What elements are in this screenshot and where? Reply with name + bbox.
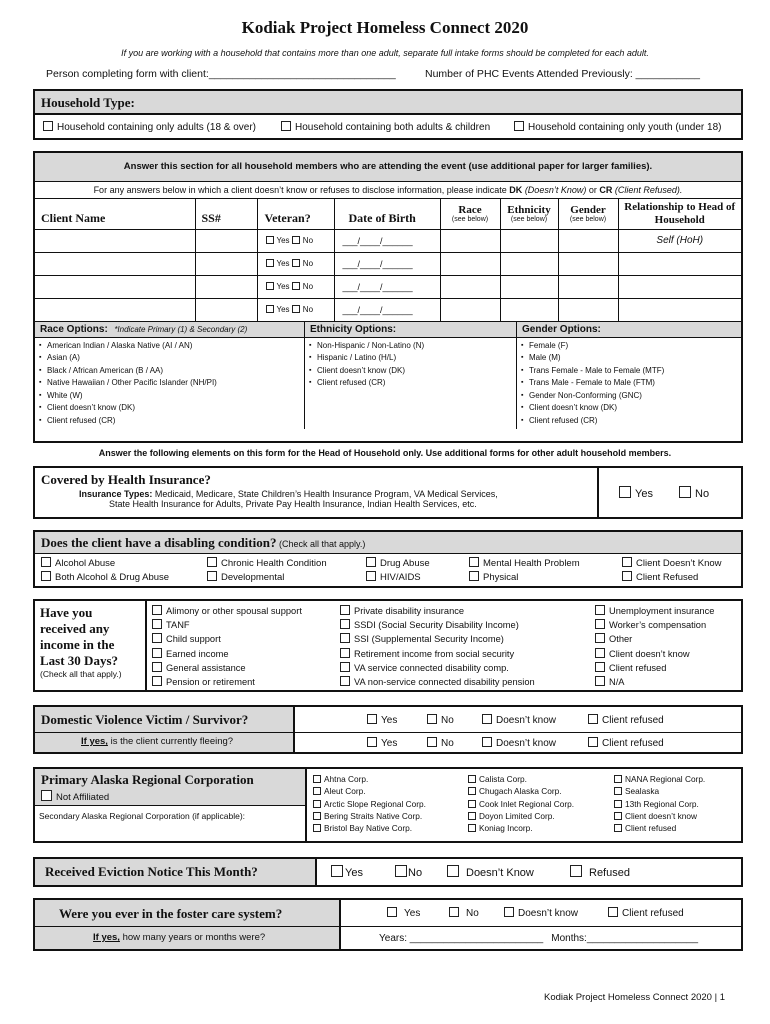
checkbox[interactable] <box>622 557 632 567</box>
disabling-section <box>33 530 743 588</box>
foster-months-field[interactable]: Months:____________________ <box>551 932 699 944</box>
income-option[interactable]: Child support <box>152 632 330 646</box>
veteran-options: Yes No <box>257 229 334 252</box>
checkbox[interactable] <box>595 605 605 615</box>
checkbox[interactable] <box>447 865 459 877</box>
checkbox[interactable] <box>595 648 605 658</box>
income-option[interactable]: SSDI (Social Security Disability Income) <box>340 618 585 632</box>
client-name-input[interactable] <box>35 252 195 275</box>
corporation-option[interactable]: Calista Corp. <box>468 773 602 785</box>
foster-option[interactable]: No <box>449 907 504 919</box>
household-adults-children[interactable]: Household containing both adults & children <box>281 121 514 133</box>
checkbox[interactable] <box>152 619 162 629</box>
checkbox[interactable] <box>679 486 691 498</box>
dob-input[interactable]: ___/____/______ <box>334 275 440 298</box>
disabling-option[interactable]: Both Alcohol & Drug Abuse <box>41 571 207 585</box>
page-title: Kodiak Project Homeless Connect 2020 <box>241 18 529 37</box>
checkbox[interactable] <box>41 790 52 801</box>
checkbox[interactable] <box>614 812 622 820</box>
corporation-option[interactable]: Ahtna Corp. <box>313 773 456 785</box>
disabling-option[interactable]: Chronic Health Condition <box>207 557 366 571</box>
disabling-option[interactable]: Developmental <box>207 571 366 585</box>
ethnicity-input[interactable] <box>500 229 558 252</box>
checkbox[interactable] <box>152 662 162 672</box>
corporation-option[interactable]: Koniag Incorp. <box>468 822 602 834</box>
foster-option[interactable]: Yes <box>387 907 449 919</box>
checkbox[interactable] <box>340 633 350 643</box>
checkbox[interactable] <box>266 236 274 244</box>
checkbox[interactable] <box>266 282 274 290</box>
col-client-name: Client Name <box>35 199 195 229</box>
relationship-input[interactable] <box>618 298 741 321</box>
checkbox[interactable] <box>614 800 622 808</box>
checkbox[interactable] <box>504 907 514 917</box>
fleeing-option[interactable]: Doesn’t know <box>482 737 588 749</box>
col-ssn: SS# <box>195 199 257 229</box>
checkbox[interactable] <box>387 907 397 917</box>
dob-input[interactable]: ___/____/______ <box>334 229 440 252</box>
gender-options: Gender Options: ▪ Female (F) ▪ Male (M) ▪ Trans Female - Male to Female (MTF) ▪ Trans Male - Female to Male (FTM) ▪ Gender Non-Conforming (GNC) ▪ Client doesn’t know (DK) ▪ Client refused (CR) <box>517 322 741 429</box>
disabling-option[interactable]: Physical <box>469 571 622 585</box>
veteran-options: Yes No <box>257 252 334 275</box>
foster-option[interactable]: Client refused <box>608 907 684 919</box>
income-option[interactable]: VA service connected disability comp. <box>340 661 585 675</box>
corporation-option[interactable]: Arctic Slope Regional Corp. <box>313 798 456 810</box>
hoh-instruction: Answer the following elements on this form for the Head of Household only. Use additional forms for other adult household members. <box>98 448 672 458</box>
ethnicity-options: Ethnicity Options: ▪ Non-Hispanic / Non-Latino (N) ▪ Hispanic / Latino (H/L) ▪ Client doesn’t know (DK) ▪ Client refused (CR) <box>305 322 517 429</box>
members-header-row <box>35 199 741 229</box>
dv-fleeing-question: If yes, is the client currently fleeing? <box>35 733 295 752</box>
ethnicity-input[interactable] <box>500 275 558 298</box>
gender-option: ▪ Client refused (CR) <box>521 415 737 428</box>
foster-heading: Were you ever in the foster care system? <box>35 900 341 926</box>
checkbox[interactable] <box>619 486 631 498</box>
income-col-2 <box>335 601 590 690</box>
eviction-heading: Received Eviction Notice This Month? <box>35 859 317 885</box>
household-youth-only[interactable]: Household containing only youth (under 18) <box>514 121 721 133</box>
corporation-col-3 <box>608 769 741 841</box>
checkbox[interactable] <box>468 800 476 808</box>
ethnicity-option: ▪ Client refused (CR) <box>309 377 512 390</box>
household-adults-only[interactable]: Household containing only adults (18 & over) <box>43 121 281 133</box>
disabling-option[interactable]: Client Doesn’t Know <box>622 557 722 571</box>
person-completing-field[interactable]: Person completing form with client:________________________________ <box>46 68 396 80</box>
race-input[interactable] <box>440 275 500 298</box>
race-input[interactable] <box>440 298 500 321</box>
checkbox[interactable] <box>595 633 605 643</box>
corporation-option[interactable]: NANA Regional Corp. <box>614 773 735 785</box>
not-affiliated-option[interactable]: Not Affiliated <box>41 790 299 803</box>
fleeing-option[interactable]: Yes <box>367 737 427 749</box>
dv-section <box>33 705 743 754</box>
gender-input[interactable] <box>558 252 618 275</box>
ethnicity-option: ▪ Client doesn’t know (DK) <box>309 365 512 378</box>
col-relationship: Relationship to Head of Household <box>618 199 741 229</box>
income-option[interactable]: Client refused <box>595 661 736 675</box>
checkbox[interactable] <box>313 787 321 795</box>
corporation-option[interactable]: Doyon Limited Corp. <box>468 810 602 822</box>
checkbox[interactable] <box>266 305 274 313</box>
gender-input[interactable] <box>558 298 618 321</box>
ssn-input[interactable] <box>195 252 257 275</box>
checkbox[interactable] <box>468 775 476 783</box>
income-col-3 <box>590 601 741 690</box>
corporation-option[interactable]: 13th Regional Corp. <box>614 798 735 810</box>
checkbox[interactable] <box>340 648 350 658</box>
corporation-question <box>35 769 307 841</box>
events-attended-field[interactable]: Number of PHC Events Attended Previously: ___________ <box>425 68 700 80</box>
checkbox[interactable] <box>588 737 598 747</box>
corporation-option[interactable]: Sealaska <box>614 785 735 797</box>
veteran-options: Yes No <box>257 298 334 321</box>
eviction-option[interactable]: Doesn’t Know <box>447 865 570 879</box>
fleeing-option[interactable]: Client refused <box>588 737 664 749</box>
fleeing-option[interactable]: No <box>427 737 482 749</box>
checkbox[interactable] <box>292 236 300 244</box>
checkbox[interactable] <box>469 557 479 567</box>
col-ethnicity: Ethnicity (see below) <box>500 199 558 229</box>
col-gender: Gender (see below) <box>558 199 618 229</box>
checkbox[interactable] <box>366 557 376 567</box>
household-type-heading: Household Type: <box>35 91 741 115</box>
checkbox[interactable] <box>395 865 407 877</box>
checkbox[interactable] <box>468 812 476 820</box>
checkbox[interactable] <box>340 619 350 629</box>
income-option[interactable]: VA non-service connected disability pension <box>340 675 585 689</box>
checkbox[interactable] <box>313 800 321 808</box>
members-instruction: Answer this section for all household members who are attending the event (use additional paper for larger families). <box>35 153 741 182</box>
race-input[interactable] <box>440 229 500 252</box>
race-options: Race Options: *Indicate Primary (1) & Secondary (2) ▪ American Indian / Alaska Native (AI / AN) ▪ Asian (A) ▪ Black / African American (B / AA) ▪ Native Hawaiian / Other Pacific Islander (NH/PI) ▪ White (W) ▪ Client doesn’t know (DK) ▪ Client refused (CR) <box>35 322 305 429</box>
checkbox[interactable] <box>367 737 377 747</box>
race-option: ▪ Black / African American (B / AA) <box>39 365 300 378</box>
gender-option: ▪ Female (F) <box>521 340 737 353</box>
table-row <box>35 229 741 252</box>
race-option: ▪ Client doesn’t know (DK) <box>39 402 300 415</box>
checkbox[interactable] <box>366 571 376 581</box>
options-legend <box>35 322 741 429</box>
checkbox[interactable] <box>207 557 217 567</box>
checkbox[interactable] <box>595 619 605 629</box>
checkbox[interactable] <box>340 676 350 686</box>
subtitle: If you are working with a household that contains more than one adult, separate full intake forms should be completed for each adult. <box>121 48 649 58</box>
dk-cr-note: For any answers below in which a client doesn’t know or refuses to disclose information, please indicate DK (Doesn’t Know) or CR (Client Refused). <box>35 182 741 199</box>
ssn-input[interactable] <box>195 275 257 298</box>
checkbox[interactable] <box>595 662 605 672</box>
checkbox[interactable] <box>468 787 476 795</box>
foster-section <box>33 898 743 951</box>
checkbox[interactable] <box>468 824 476 832</box>
checkbox[interactable] <box>152 676 162 686</box>
relationship-input[interactable] <box>618 252 741 275</box>
members-table <box>35 199 741 322</box>
corporation-option[interactable]: Cook Inlet Regional Corp. <box>468 798 602 810</box>
col-veteran: Veteran? <box>257 199 334 229</box>
income-col-1 <box>147 601 335 690</box>
disabling-option[interactable]: Mental Health Problem <box>469 557 622 571</box>
income-option[interactable]: Alimony or other spousal support <box>152 604 330 618</box>
page-footer: Kodiak Project Homeless Connect 2020 | 1 <box>544 992 725 1003</box>
checkbox[interactable] <box>292 282 300 290</box>
checkbox[interactable] <box>469 571 479 581</box>
ethnicity-input[interactable] <box>500 252 558 275</box>
ssn-input[interactable] <box>195 298 257 321</box>
corporation-section <box>33 767 743 843</box>
income-option[interactable]: SSI (Supplemental Security Income) <box>340 632 585 646</box>
relationship-input[interactable] <box>618 275 741 298</box>
client-name-input[interactable] <box>35 229 195 252</box>
gender-option: ▪ Male (M) <box>521 352 737 365</box>
checkbox[interactable] <box>449 907 459 917</box>
insurance-yes[interactable]: Yes <box>619 486 679 500</box>
checkbox[interactable] <box>207 571 217 581</box>
disabling-option[interactable]: Client Refused <box>622 571 698 585</box>
checkbox[interactable] <box>588 714 598 724</box>
eviction-option[interactable]: Refused <box>570 865 630 879</box>
eviction-option[interactable]: Yes <box>331 865 395 879</box>
checkbox[interactable] <box>427 714 437 724</box>
dob-input[interactable]: ___/____/______ <box>334 298 440 321</box>
insurance-heading: Covered by Health Insurance? <box>41 472 211 487</box>
foster-years-field[interactable]: Years: ________________________ <box>379 932 544 944</box>
gender-option: ▪ Trans Female - Male to Female (MTF) <box>521 365 737 378</box>
checkbox[interactable] <box>313 775 321 783</box>
gender-option: ▪ Gender Non-Conforming (GNC) <box>521 390 737 403</box>
checkbox[interactable] <box>570 865 582 877</box>
col-dob: Date of Birth <box>334 199 440 229</box>
household-type-section <box>33 89 743 140</box>
eviction-option[interactable]: No <box>395 865 447 879</box>
income-question: Have you received any income in the Last 30 Days? (Check all that apply.) <box>35 601 147 690</box>
checkbox[interactable] <box>622 571 632 581</box>
race-option: ▪ Asian (A) <box>39 352 300 365</box>
race-option: ▪ Native Hawaiian / Other Pacific Islander (NH/PI) <box>39 377 300 390</box>
insurance-section <box>33 466 743 519</box>
dv-option[interactable]: Client refused <box>588 714 664 726</box>
checkbox[interactable] <box>514 121 524 131</box>
income-option[interactable]: Retirement income from social security <box>340 647 585 661</box>
income-section <box>33 599 743 692</box>
client-name-input[interactable] <box>35 298 195 321</box>
income-option[interactable]: Private disability insurance <box>340 604 585 618</box>
gender-input[interactable] <box>558 229 618 252</box>
dob-input[interactable]: ___/____/______ <box>334 252 440 275</box>
disabling-option[interactable]: Drug Abuse <box>366 557 469 571</box>
corporation-option[interactable]: Bristol Bay Native Corp. <box>313 822 456 834</box>
race-input[interactable] <box>440 252 500 275</box>
checkbox[interactable] <box>331 865 343 877</box>
corporation-col-1 <box>307 769 462 841</box>
gender-option: ▪ Client doesn’t know (DK) <box>521 402 737 415</box>
dv-heading: Domestic Violence Victim / Survivor? <box>35 707 295 732</box>
col-race: Race (see below) <box>440 199 500 229</box>
insurance-no[interactable]: No <box>679 486 709 500</box>
checkbox[interactable] <box>614 824 622 832</box>
income-option[interactable]: Worker’s compensation <box>595 618 736 632</box>
dv-option[interactable]: No <box>427 714 482 726</box>
insurance-question: Covered by Health Insurance? Insurance Types: Medicaid, Medicare, State Children’s Health Insurance Program, VA Medical Services, State Health Insurance for Adults, Private Pay Health Insurance, Indian Health Services, etc. <box>35 468 599 517</box>
income-option[interactable]: Client doesn’t know <box>595 647 736 661</box>
checkbox[interactable] <box>313 824 321 832</box>
income-option[interactable]: Earned income <box>152 647 330 661</box>
disabling-option[interactable]: Alcohol Abuse <box>41 557 207 571</box>
checkbox[interactable] <box>292 305 300 313</box>
secondary-corporation-field[interactable]: Secondary Alaska Regional Corporation (if applicable): <box>39 811 246 821</box>
checkbox[interactable] <box>482 737 492 747</box>
foster-option[interactable]: Doesn’t know <box>504 907 608 919</box>
checkbox[interactable] <box>281 121 291 131</box>
checkbox[interactable] <box>595 676 605 686</box>
dv-option[interactable]: Doesn’t know <box>482 714 588 726</box>
race-option: ▪ White (W) <box>39 390 300 403</box>
table-row <box>35 252 741 275</box>
checkbox[interactable] <box>152 633 162 643</box>
corporation-option[interactable]: Chugach Alaska Corp. <box>468 785 602 797</box>
checkbox[interactable] <box>367 714 377 724</box>
checkbox[interactable] <box>608 907 618 917</box>
ethnicity-option: ▪ Non-Hispanic / Non-Latino (N) <box>309 340 512 353</box>
disabling-option[interactable]: HIV/AIDS <box>366 571 469 585</box>
race-option: ▪ American Indian / Alaska Native (AI / AN) <box>39 340 300 353</box>
corporation-option[interactable]: Aleut Corp. <box>313 785 456 797</box>
checkbox[interactable] <box>41 557 51 567</box>
checkbox[interactable] <box>41 571 51 581</box>
corporation-option[interactable]: Client doesn’t know <box>614 810 735 822</box>
checkbox[interactable] <box>313 812 321 820</box>
income-option[interactable]: TANF <box>152 618 330 632</box>
members-section <box>33 151 743 443</box>
ethnicity-input[interactable] <box>500 298 558 321</box>
income-option[interactable]: Unemployment insurance <box>595 604 736 618</box>
corporation-col-2 <box>462 769 608 841</box>
checkbox[interactable] <box>482 714 492 724</box>
corporation-option[interactable]: Client refused <box>614 822 735 834</box>
eviction-section <box>33 857 743 887</box>
client-name-input[interactable] <box>35 275 195 298</box>
disabling-heading: Does the client have a disabling condition? (Check all that apply.) <box>35 532 741 554</box>
checkbox[interactable] <box>152 605 162 615</box>
checkbox[interactable] <box>340 662 350 672</box>
checkbox[interactable] <box>614 775 622 783</box>
table-row <box>35 298 741 321</box>
corporation-heading: Primary Alaska Regional Corporation <box>41 772 254 787</box>
foster-duration-question: If yes, how many years or months were? <box>35 927 341 949</box>
checkbox[interactable] <box>427 737 437 747</box>
relationship-self-hoh: Self (HoH) <box>618 229 741 252</box>
checkbox[interactable] <box>43 121 53 131</box>
checkbox[interactable] <box>614 787 622 795</box>
checkbox[interactable] <box>292 259 300 267</box>
income-option[interactable]: Other <box>595 632 736 646</box>
income-option[interactable]: Pension or retirement <box>152 675 330 689</box>
ethnicity-option: ▪ Hispanic / Latino (H/L) <box>309 352 512 365</box>
veteran-options: Yes No <box>257 275 334 298</box>
checkbox[interactable] <box>266 259 274 267</box>
checkbox[interactable] <box>152 648 162 658</box>
gender-option: ▪ Trans Male - Female to Male (FTM) <box>521 377 737 390</box>
race-option: ▪ Client refused (CR) <box>39 415 300 428</box>
income-option[interactable]: General assistance <box>152 661 330 675</box>
corporation-option[interactable]: Bering Straits Native Corp. <box>313 810 456 822</box>
gender-input[interactable] <box>558 275 618 298</box>
dv-option[interactable]: Yes <box>367 714 427 726</box>
checkbox[interactable] <box>340 605 350 615</box>
table-row <box>35 275 741 298</box>
income-option[interactable]: N/A <box>595 675 736 689</box>
ssn-input[interactable] <box>195 229 257 252</box>
